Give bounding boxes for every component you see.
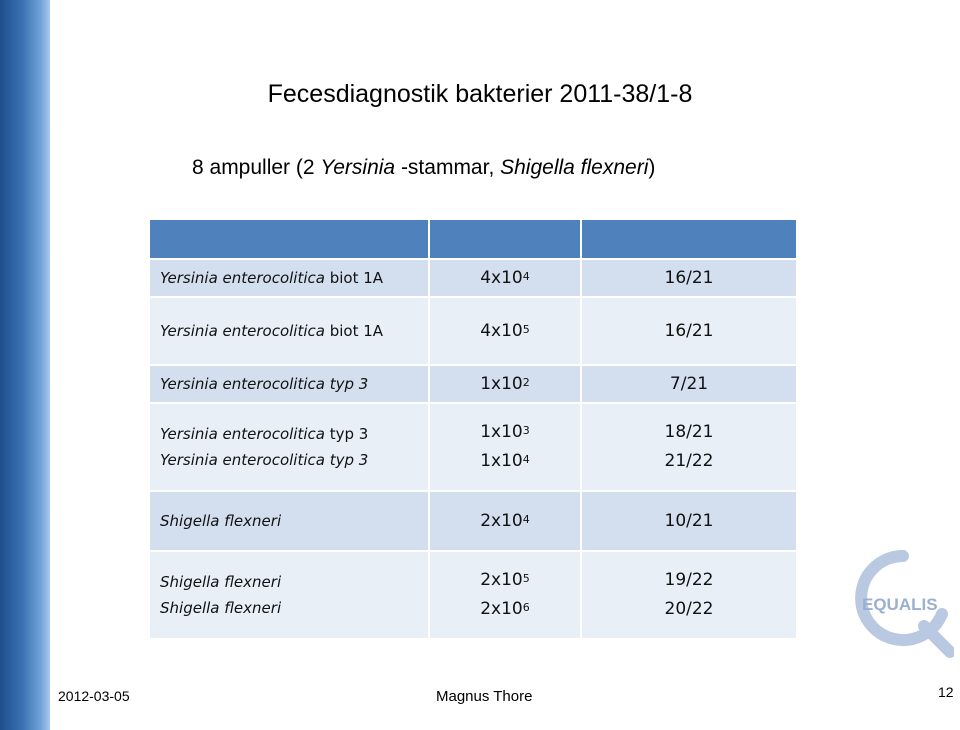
concentration-value (430, 566, 580, 595)
header-cell-strain (149, 219, 429, 259)
concentration-exponent: 2 (522, 375, 530, 389)
subtitle-species: Shigella flexneri (500, 156, 649, 179)
concentration-exponent: 4 (522, 269, 530, 283)
concentration-exponent: 4 (522, 453, 530, 466)
table-body (149, 259, 797, 639)
concentration-exponent: 5 (522, 572, 530, 585)
table-header-row (149, 219, 797, 259)
concentration-value (430, 595, 580, 624)
strain-label (160, 371, 428, 397)
concentration-value (430, 447, 580, 476)
page-number: 12 (938, 684, 954, 700)
subtitle-prefix: 8 ampuller (2 (192, 156, 321, 179)
table-row (149, 403, 797, 491)
footer-date: 2012-03-05 (58, 688, 130, 704)
strain-name: Shigella flexneri (160, 599, 282, 617)
table-row (149, 365, 797, 403)
concentration-base: 4x10 (480, 320, 523, 341)
result-cell (581, 403, 797, 491)
strain-cell (149, 403, 429, 491)
concentration-base: 1x10 (480, 373, 523, 394)
header-cell-concentration (429, 219, 581, 259)
concentration-exponent: 6 (522, 601, 530, 614)
strain-label (160, 447, 428, 473)
concentration-base: 1x10 (480, 451, 523, 471)
table-row (149, 491, 797, 551)
result-value: 10/21 (664, 510, 714, 531)
strain-name: Yersinia enterocolitica (160, 425, 325, 443)
concentration-exponent: 3 (522, 424, 530, 437)
strain-cell (149, 365, 429, 403)
concentration-base: 2x10 (480, 599, 523, 619)
strain-label (160, 421, 428, 447)
logo-text: EQUALIS (862, 595, 938, 614)
strain-label (160, 265, 428, 291)
results-table (148, 218, 798, 640)
concentration-value (430, 507, 580, 536)
concentration-cell (429, 365, 581, 403)
table-row (149, 297, 797, 365)
footer-author: Magnus Thore (436, 688, 533, 705)
subtitle-genus: Yersinia (320, 156, 396, 179)
concentration-base: 2x10 (480, 570, 523, 590)
result-cell (581, 491, 797, 551)
subtitle-middle: -stammar, (395, 156, 501, 179)
result-value: 16/21 (664, 320, 714, 341)
strain-label (160, 508, 428, 534)
concentration-base: 2x10 (480, 510, 523, 531)
strain-label (160, 595, 428, 621)
header-cell-result (581, 219, 797, 259)
result-cell (581, 551, 797, 639)
result-cell (581, 365, 797, 403)
concentration-value (430, 317, 580, 346)
strain-cell (149, 259, 429, 297)
equalis-logo (852, 548, 954, 658)
subtitle-suffix: ) (648, 156, 656, 179)
slide-subtitle (192, 156, 655, 180)
concentration-value (430, 264, 580, 293)
strain-cell (149, 551, 429, 639)
result-value: 21/22 (664, 451, 714, 471)
concentration-base: 4x10 (480, 267, 523, 288)
result-cell (581, 297, 797, 365)
strain-type: biot 1A (324, 322, 384, 340)
result-value: 7/21 (669, 373, 709, 394)
slide-title: Fecesdiagnostik bakterier 2011-38/1-8 (267, 80, 693, 108)
concentration-exponent: 5 (522, 322, 530, 336)
sidebar-gradient-bar (0, 0, 50, 730)
strain-name: Yersinia enterocolitica (160, 269, 325, 287)
concentration-cell (429, 297, 581, 365)
strain-label (160, 318, 428, 344)
strain-name: Shigella flexneri (160, 512, 282, 530)
concentration-value (430, 370, 580, 399)
concentration-cell (429, 403, 581, 491)
table-row (149, 551, 797, 639)
strain-type: biot 1A (324, 269, 384, 287)
concentration-cell (429, 551, 581, 639)
concentration-cell (429, 491, 581, 551)
result-value: 20/22 (664, 599, 714, 619)
concentration-value (430, 418, 580, 447)
strain-type: typ 3 (324, 425, 369, 443)
concentration-exponent: 4 (522, 512, 530, 526)
strain-name: Yersinia enterocolitica (160, 322, 325, 340)
result-value: 18/21 (664, 422, 714, 442)
table-row (149, 259, 797, 297)
concentration-base: 1x10 (480, 422, 523, 442)
strain-cell (149, 297, 429, 365)
result-value: 19/22 (664, 570, 714, 590)
concentration-cell (429, 259, 581, 297)
strain-label (160, 569, 428, 595)
strain-cell (149, 491, 429, 551)
result-cell (581, 259, 797, 297)
strain-name: Yersinia enterocolitica typ 3 (160, 451, 369, 469)
result-value: 16/21 (664, 267, 714, 288)
strain-name: Yersinia enterocolitica typ 3 (160, 375, 369, 393)
strain-name: Shigella flexneri (160, 573, 282, 591)
